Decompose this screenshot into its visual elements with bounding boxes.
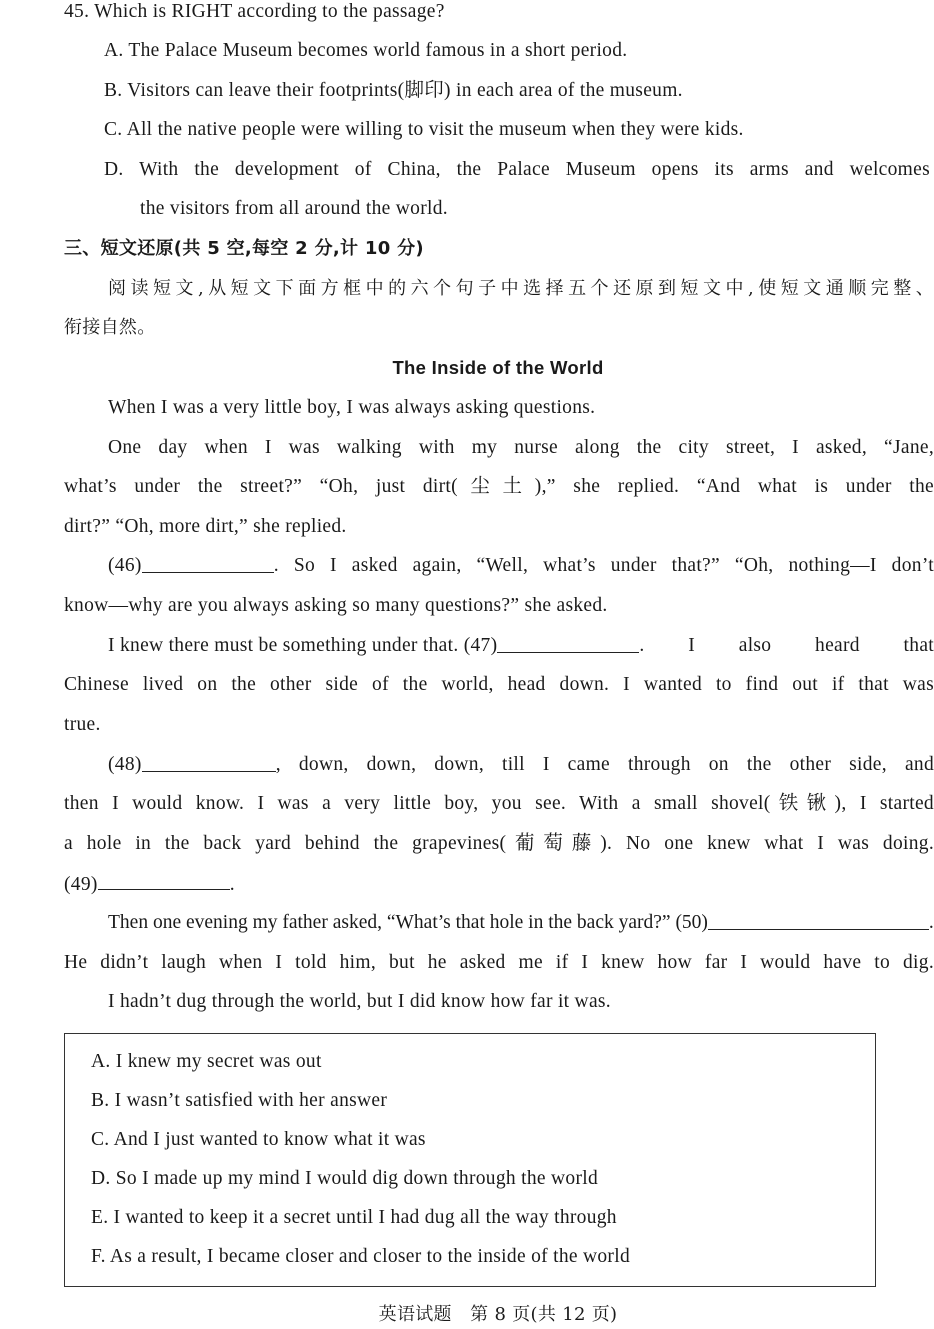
blank-49-period: .: [229, 874, 235, 895]
passage-title: The Inside of the World: [392, 357, 604, 378]
paragraph-5-text: , down, down, down, till I came through on the other side, and: [275, 754, 934, 775]
paragraph-2-line-1: One day when I was walking with my nurse along the city street, I asked, “Jane,: [108, 437, 934, 458]
choice-c: C. And I just wanted to know what it was: [91, 1129, 426, 1150]
q45-option-d-continued: the visitors from all around the world.: [140, 198, 448, 219]
paragraph-4-text-rest: . I also heard that: [639, 635, 934, 656]
section-heading: 三、短文还原(共 5 空,每空 2 分,计 10 分): [64, 238, 424, 259]
paragraph-5-line-4: [64, 871, 235, 897]
paragraph-6-line-2: He didn’t laugh when I told him, but he asked me if I knew how far I would have to dig.: [64, 952, 934, 973]
paragraph-5-line-2: then I would know. I was a very little boy, you see. With a small shovel(铁锹), I started: [64, 793, 934, 814]
q45-option-c: C. All the native people were willing to visit the museum when they were kids.: [104, 119, 744, 140]
paragraph-5-line-3: a hole in the back yard behind the grapevines(葡萄藤). No one knew what I was doing.: [64, 833, 934, 854]
paragraph-2-line-3: dirt?” “Oh, more dirt,” she replied.: [64, 516, 347, 537]
question-45-stem: 45. Which is RIGHT according to the passage?: [64, 1, 445, 22]
blank-49-number: (49): [64, 874, 98, 895]
choice-d: D. So I made up my mind I would dig down through the world: [91, 1168, 599, 1189]
q45-option-b: B. Visitors can leave their footprints(脚印) in each area of the museum.: [104, 80, 683, 101]
blank-49[interactable]: [98, 871, 230, 890]
choice-f: F. As a result, I became closer and closer to the inside of the world: [91, 1246, 630, 1267]
paragraph-4-line-3: true.: [64, 714, 101, 735]
blank-47[interactable]: [497, 634, 639, 653]
paragraph-4-line-2: Chinese lived on the other side of the world, head down. I wanted to find out if that was: [64, 674, 934, 695]
choice-a: A. I knew my secret was out: [91, 1051, 322, 1072]
choices-box: [64, 1033, 876, 1287]
paragraph-1: When I was a very little boy, I was always asking questions.: [108, 397, 596, 418]
paragraph-4-text: I knew there must be something under that. (47): [108, 635, 498, 656]
paragraph-7: I hadn’t dug through the world, but I did know how far it was.: [108, 991, 611, 1012]
blank-48-number: (48): [108, 754, 142, 775]
blank-48[interactable]: [142, 753, 276, 772]
q45-option-a: A. The Palace Museum becomes world famous in a short period.: [104, 40, 628, 61]
paragraph-4-line-1: [108, 634, 934, 658]
blank-46[interactable]: [142, 554, 274, 573]
paragraph-6-text: Then one evening my father asked, “What’s that hole in the back yard?” (50): [108, 912, 708, 933]
paragraph-5-line-1: [108, 753, 934, 777]
paragraph-2-line-2: what’s under the street?” “Oh, just dirt(尘土),” she replied. “And what is under the: [64, 476, 934, 497]
section-instruction-continued: 衔接自然。: [64, 317, 156, 338]
paragraph-3-line-2: know—why are you always asking so many questions?” she asked.: [64, 595, 608, 616]
paragraph-6-line-1: [108, 911, 934, 935]
choice-b: B. I wasn’t satisfied with her answer: [91, 1090, 388, 1111]
blank-50[interactable]: [708, 911, 929, 930]
blank-50-period: .: [928, 912, 934, 933]
choice-e: E. I wanted to keep it a secret until I had dug all the way through: [91, 1207, 617, 1228]
q45-option-d: D. With the development of China, the Palace Museum opens its arms and welcomes: [104, 159, 930, 180]
page-footer: 英语试题 第 8 页(共 12 页): [378, 1304, 618, 1325]
paragraph-3-line-1: [108, 554, 934, 578]
section-instruction: 阅读短文,从短文下面方框中的六个句子中选择五个还原到短文中,使短文通顺完整、: [108, 278, 934, 299]
blank-46-number: (46): [108, 555, 142, 576]
paragraph-3-text: . So I asked again, “Well, what’s under that?” “Oh, nothing—I don’t: [273, 555, 934, 576]
